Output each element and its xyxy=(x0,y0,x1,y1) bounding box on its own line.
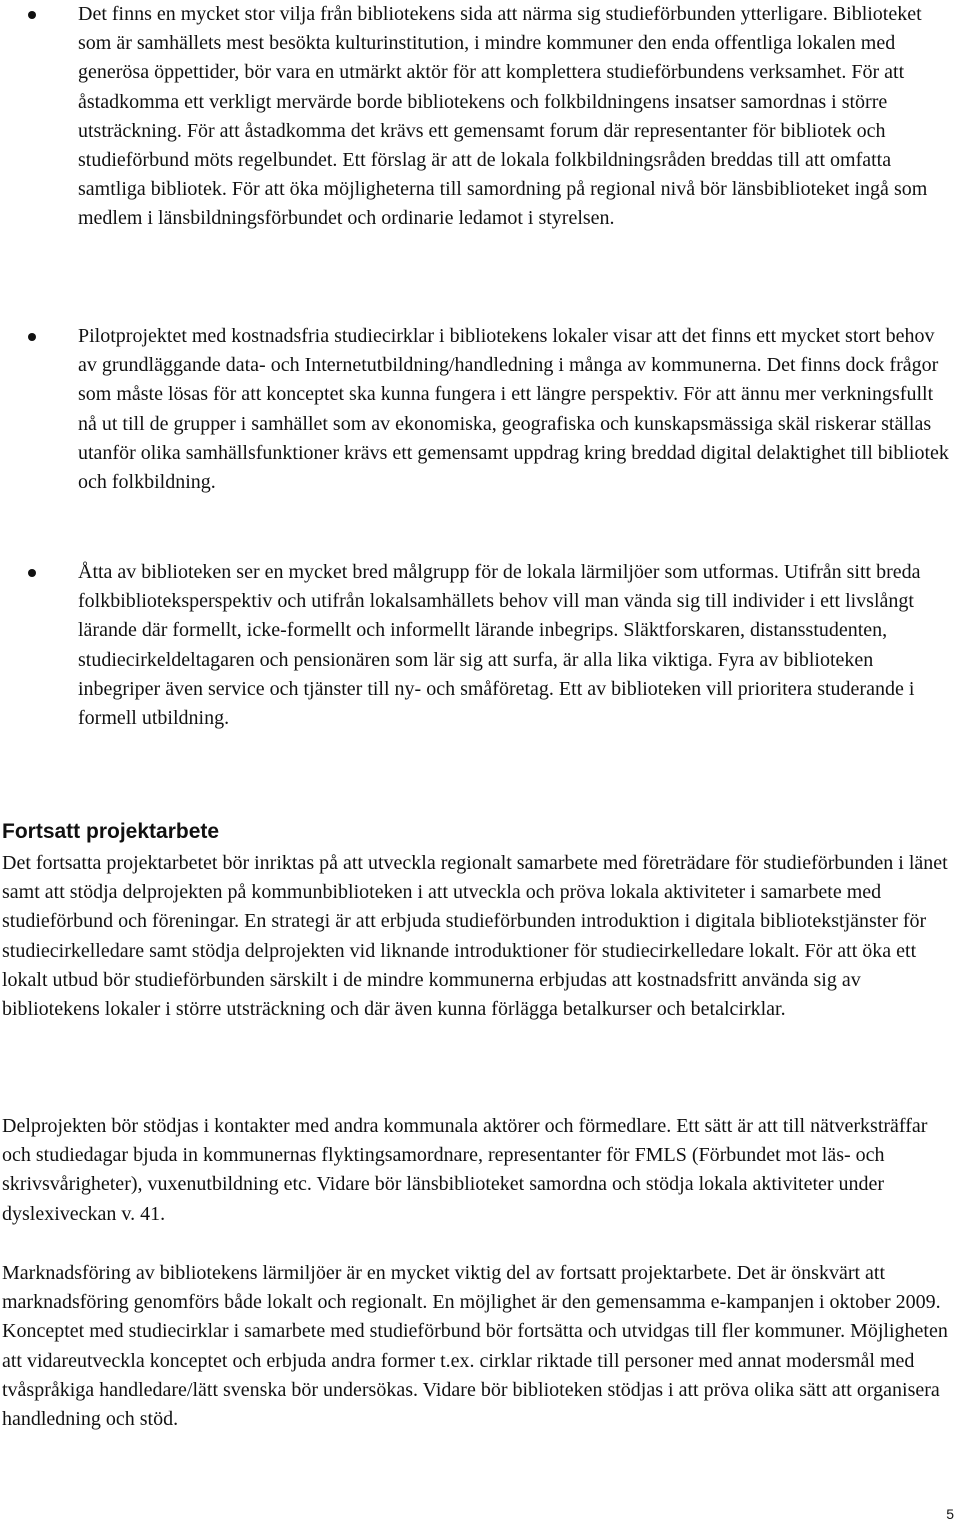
bullet-text: Det finns en mycket stor vilja från bibliotekens sida att närma sig studieförbunden ytterligare. Biblioteket som är samhällets mest besökta kulturinstitution, i mindre kommuner den enda offentliga lokalen med generösa öppettider, bör vara en utmärkt aktör för att komplettera studieförbundens verksamhet. För att åstadkomma ett verkligt mervärde borde bibliotekens och folkbildningens insatser samordnas i större utsträckning. För att åstadkomma det krävs ett gemensamt forum där representanter för bibliotek och studieförbund möts regelbundet. Ett förslag är att de lokala folkbildningsråden breddas till att omfatta samtliga bibliotek. För att öka möjligheterna till samordning på regional nivå bör länsbiblioteket ingå som medlem i länsbildningsförbundet och ordinarie ledamot i styrelsen. xyxy=(78,3,928,230)
bullet-icon xyxy=(28,569,36,577)
list-item xyxy=(78,0,956,234)
paragraph: Delprojekten bör stödjas i kontakter med andra kommunala aktörer och förmedlare. Ett sätt är att till nätverksträffar och studiedagar bjuda in kommunernas flyktingsamordnare, representanter för FMLS (Förbundet mot läs- och skrivsvårigheter), vuxenutbildning etc. Vidare bör länsbiblioteket samordna och stödja lokala aktiviteter under dyslexiveckan v. 41. xyxy=(2,1115,928,1225)
section-heading: Fortsatt projektarbete xyxy=(2,820,220,843)
paragraph: Marknadsföring av bibliotekens lärmiljöer är en mycket viktig del av fortsatt projektarbete. Det är önskvärt att marknadsföring genomförs både lokalt och regionalt. En möjlighet är den gemensamma e-kampanjen i oktober 2009. Konceptet med studiecirklar i samarbete med studieförbund bör fortsätta och utvidgas till fler kommuner. Möjligheten att vidareutveckla konceptet och erbjuda andra former t.ex. cirklar riktade till personer med annat modersmål med tvåspråkiga handledare/lätt svenska bör undersökas. Vidare bör biblioteken stödjas i att pröva olika sätt att organisera handledning och stöd. xyxy=(2,1262,948,1431)
paragraph: Det fortsatta projektarbetet bör inriktas på att utveckla regionalt samarbete med företrädare för studieförbunden i länet samt att stödja delprojekten på kommunbiblioteken i att utveckla och pröva lokala aktiviteter i samarbete med studieförbund och föreningar. En strategi är att erbjuda studieförbunden introduktion i digitala bibliotekstjänster för studiecirkelledare samt stödja delprojekten vid liknande introduktioner för studiecirkelledare lokalt. För att öka ett lokalt utbud bör studieförbunden särskilt i de mindre kommunerna erbjudas att kostnadsfritt använda sig av bibliotekens lokaler i större utsträckning och där även kunna förlägga betalkurser och betalcirklar. xyxy=(2,852,948,1021)
bullet-icon xyxy=(28,333,36,341)
bullet-text: Åtta av biblioteken ser en mycket bred målgrupp för de lokala lärmiljöer som utformas. Utifrån sitt breda folkbiblioteksperspektiv och utifrån lokalsamhällets behov vill man vända sig till individer i ett livslångt lärande där formellt, icke-formellt och informellt lärande inbegrips. Släktforskaren, distansstudenten, studiecirkeldeltagaren och pensionären som lär sig att surfa, är alla lika viktiga. Fyra av biblioteken inbegriper även service och tjänster till ny- och småföretag. Ett av biblioteken vill prioritera studerande i formell utbildning. xyxy=(78,561,921,730)
bullet-text: Pilotprojektet med kostnadsfria studiecirklar i bibliotekens lokaler visar att det finns ett mycket stort behov av grundläggande data- och Internetutbildning/handledning i många av kommunerna. Det finns dock frågor som måste lösas för att konceptet ska kunna fungera i ett längre perspektiv. För att ännu mer verkningsfullt nå ut till de grupper i samhället som av ekonomiska, geografiska och kunskapsmässiga skäl riskerar ställas utanför olika samhällsfunktioner krävs ett gemensamt uppdrag kring breddad digital delaktighet till bibliotek och folkbildning. xyxy=(78,325,949,494)
page-number: 5 xyxy=(946,1506,954,1522)
list-item xyxy=(78,558,956,733)
list-item xyxy=(78,322,956,497)
bullet-icon xyxy=(28,11,36,19)
